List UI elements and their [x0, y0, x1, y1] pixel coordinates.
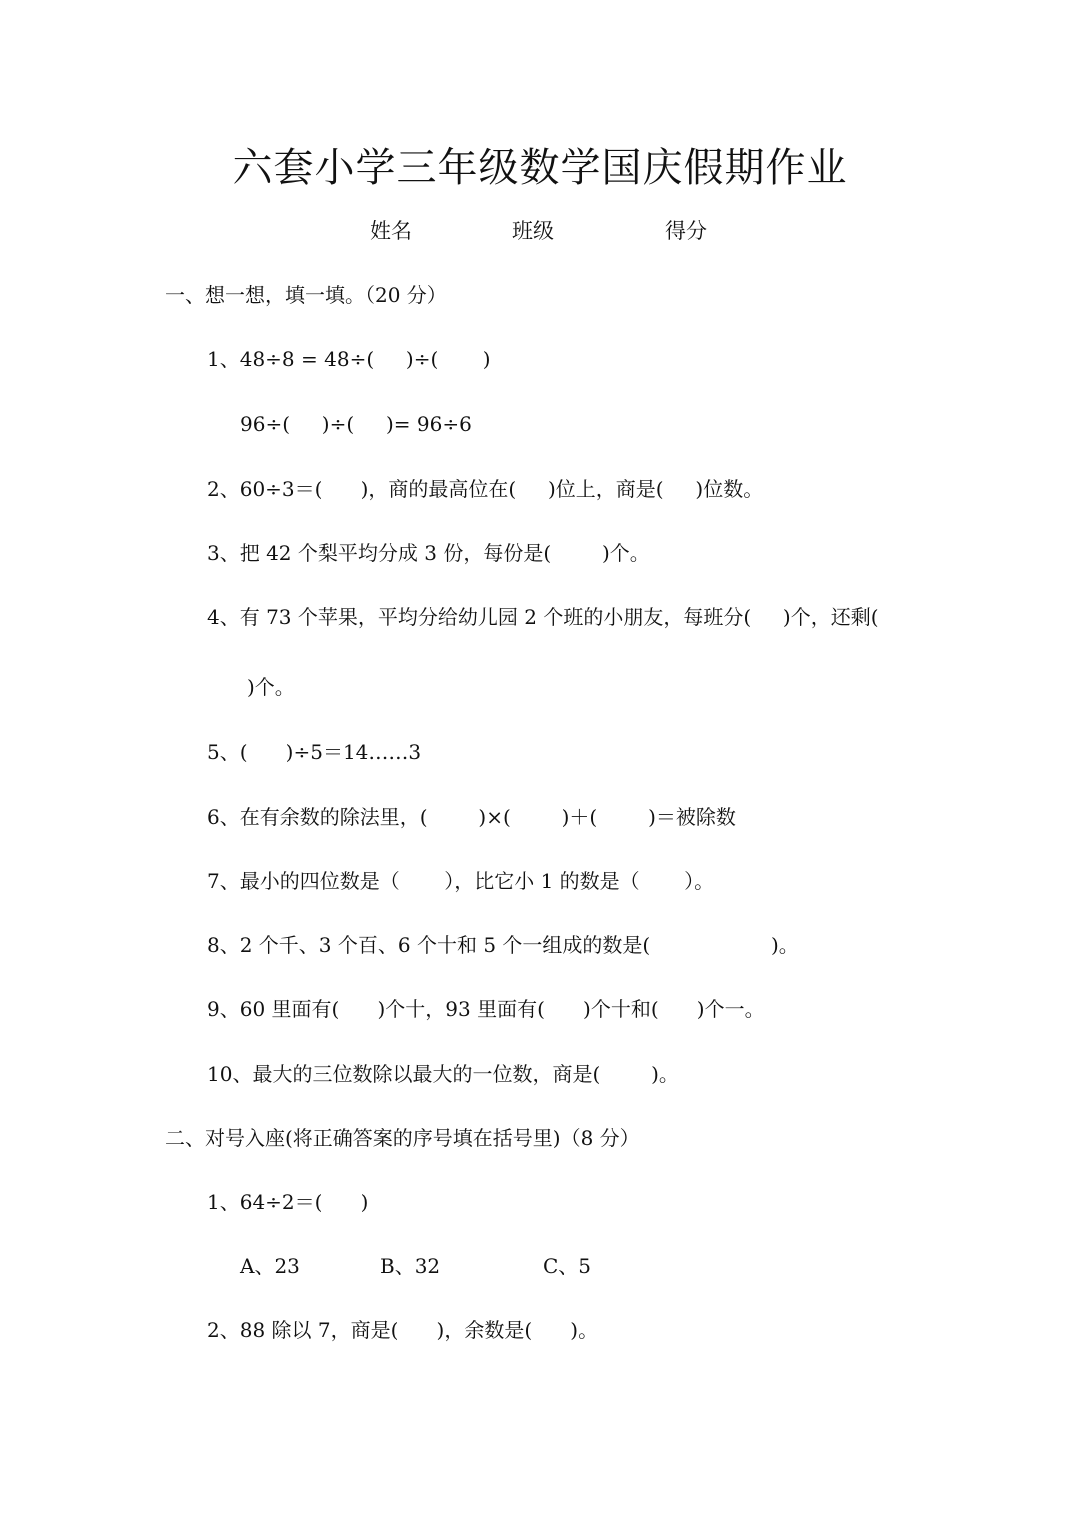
question-5: 5、( )÷5＝14……3 [207, 740, 422, 764]
section-2-heading: 二、对号入座(将正确答案的序号填在括号里)（8 分） [165, 1126, 640, 1150]
score-label: 得分 [665, 219, 707, 243]
question-4-line-1: 4、有 73 个苹果，平均分给幼儿园 2 个班的小朋友，每班分( )个，还剩( [207, 605, 879, 629]
question-4-line-2: )个。 [247, 675, 295, 699]
page-title: 六套小学三年级数学国庆假期作业 [232, 145, 848, 191]
choice-question-1: 1、64÷2＝( ) [207, 1190, 369, 1214]
question-3: 3、把 42 个梨平均分成 3 份，每份是( )个。 [207, 541, 650, 565]
class-label: 班级 [512, 219, 554, 243]
section-1-heading: 一、想一想，填一填。（20 分） [165, 283, 447, 307]
choice-option-a: A、23 [240, 1254, 300, 1278]
question-9: 9、60 里面有( )个十，93 里面有( )个十和( )个一。 [207, 997, 765, 1021]
question-7: 7、最小的四位数是（ ），比它小 1 的数是（ ）。 [207, 869, 715, 893]
question-6: 6、在有余数的除法里，( )×( )＋( )＝被除数 [207, 805, 736, 829]
choice-option-c: C、5 [543, 1254, 592, 1278]
choice-question-2: 2、88 除以 7，商是( )，余数是( )。 [207, 1318, 599, 1342]
question-2: 2、60÷3＝( )，商的最高位在( )位上，商是( )位数。 [207, 477, 764, 501]
question-1-line-1: 1、48÷8 = 48÷( )÷( ) [207, 347, 491, 371]
choice-option-b: B、32 [380, 1254, 441, 1278]
question-8: 8、2 个千、3 个百、6 个十和 5 个一组成的数是( )。 [207, 933, 799, 957]
question-10: 10、最大的三位数除以最大的一位数，商是( )。 [207, 1062, 679, 1086]
name-label: 姓名 [370, 219, 412, 243]
question-1-line-2: 96÷( )÷( )= 96÷6 [240, 412, 472, 436]
